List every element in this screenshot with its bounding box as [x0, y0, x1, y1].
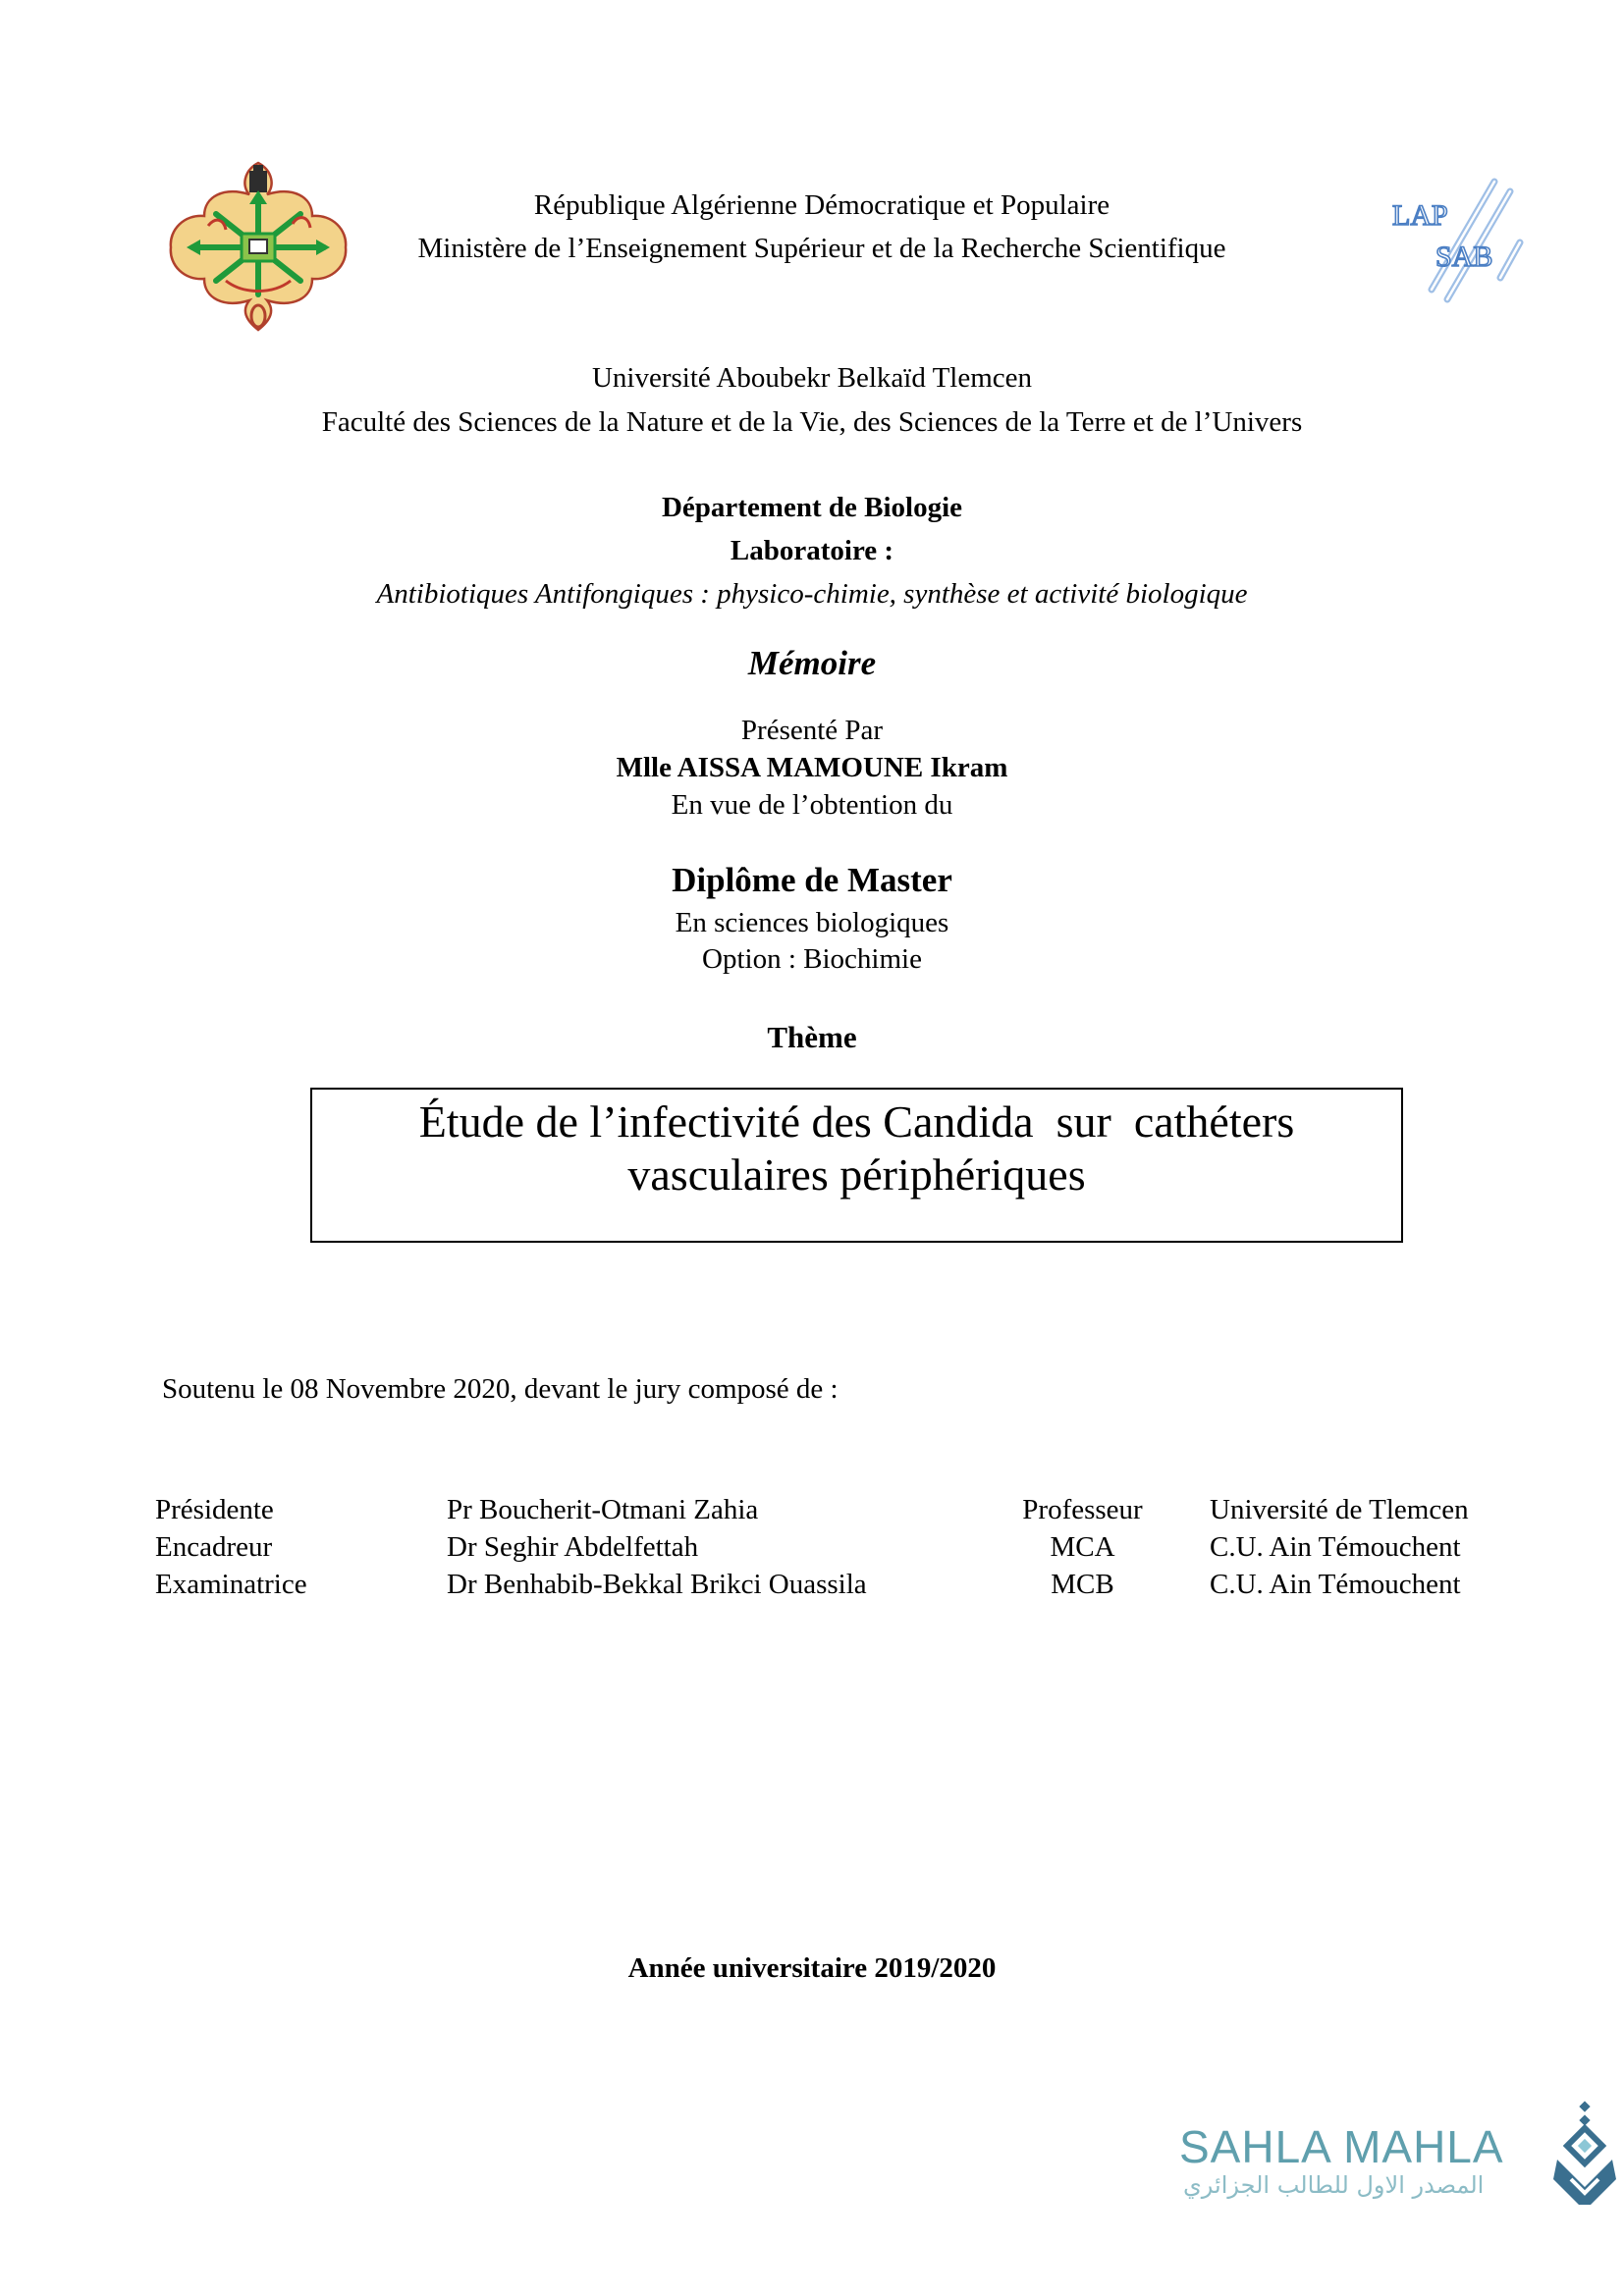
academic-year: Année universitaire 2019/2020: [627, 1952, 997, 1984]
jury-institution: Université de Tlemcen: [1210, 1494, 1469, 1525]
faculty-name: Faculté des Sciences de la Nature et de la Vie, des Sciences de la Terre et de l’Univers: [321, 406, 1303, 438]
jury-role: Examinatrice: [155, 1569, 307, 1600]
jury-institution: C.U. Ain Témouchent: [1210, 1531, 1461, 1563]
degree-field: En sciences biologiques: [675, 907, 949, 938]
jury-institution: C.U. Ain Témouchent: [1210, 1569, 1461, 1600]
degree-option: Option : Biochimie: [702, 943, 922, 975]
jury-name: Pr Boucherit-Otmani Zahia: [447, 1494, 759, 1525]
thesis-title-box: [310, 1088, 1403, 1243]
department-name: Département de Biologie: [661, 492, 963, 523]
author-name: Mlle AISSA MAMOUNE Ikram: [616, 752, 1008, 783]
jury-grade: MCB: [1051, 1569, 1114, 1600]
laboratory-label: Laboratoire :: [730, 535, 894, 566]
thesis-title-line-2: vasculaires périphériques: [627, 1149, 1086, 1200]
svg-text:SAB: SAB: [1435, 240, 1493, 273]
jury-row: [0, 1528, 1624, 1566]
jury-grade: Professeur: [1022, 1494, 1143, 1525]
jury-name: Dr Seghir Abdelfettah: [447, 1531, 699, 1563]
jury-grade: MCA: [1050, 1531, 1115, 1563]
ministry-heading: Ministère de l’Enseignement Supérieur et de la Recherche Scientifique: [417, 233, 1226, 264]
jury-role: Présidente: [155, 1494, 274, 1525]
laboratory-name: Antibiotiques Antifongiques : physico-chimie, synthèse et activité biologique: [376, 578, 1248, 610]
sahla-mahla-emblem-icon: [1551, 2101, 1620, 2214]
purpose-text: En vue de l’obtention du: [671, 789, 953, 821]
defense-statement: Soutenu le 08 Novembre 2020, devant le jury composé de :: [162, 1373, 839, 1405]
university-name: Université Aboubekr Belkaïd Tlemcen: [591, 362, 1033, 394]
presented-by-label: Présenté Par: [740, 715, 884, 746]
thesis-title-line-1: Étude de l’infectivité des Candida sur cathéters: [418, 1096, 1295, 1147]
jury-row: [0, 1566, 1624, 1603]
degree-title: Diplôme de Master: [672, 861, 952, 899]
theme-label: Thème: [767, 1020, 857, 1054]
jury-name: Dr Benhabib-Bekkal Brikci Ouassila: [447, 1569, 867, 1600]
document-type: Mémoire: [747, 644, 877, 682]
sahla-mahla-watermark: [1173, 2110, 1615, 2218]
svg-text:LAP: LAP: [1392, 199, 1448, 232]
jury-role: Encadreur: [155, 1531, 273, 1563]
republic-heading: République Algérienne Démocratique et Populaire: [533, 189, 1110, 221]
watermark-brand: SAHLA MAHLA: [1179, 2121, 1504, 2172]
watermark-tagline: المصدر الاول للطالب الجزائري: [1183, 2171, 1485, 2199]
jury-row: [0, 1491, 1624, 1528]
